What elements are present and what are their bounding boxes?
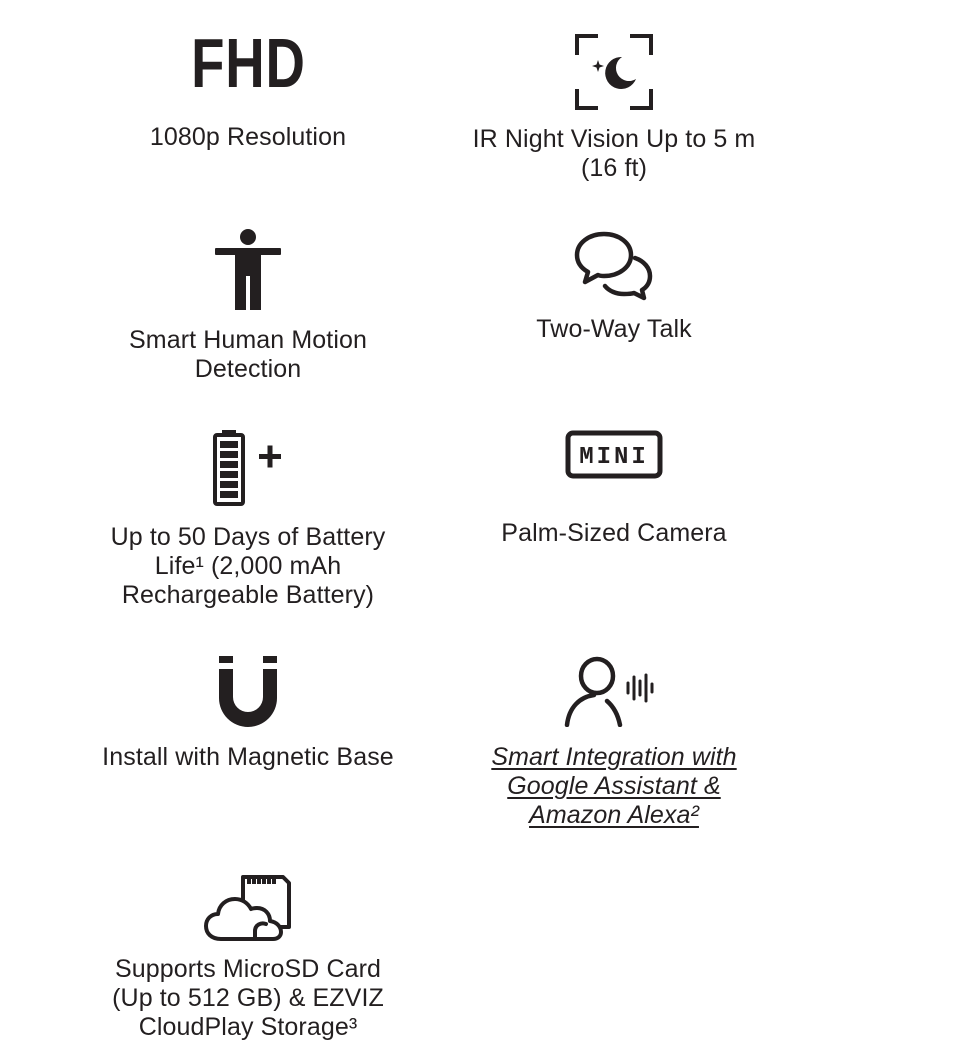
feature-caption-line: Two-Way Talk (536, 315, 692, 343)
feature-caption-line: Detection (194, 355, 302, 383)
mini-icon-label: MINI (579, 444, 649, 471)
mini-icon (424, 430, 804, 480)
feature-caption-line: Smart Integration with (491, 743, 737, 771)
smart-integration-link[interactable] (424, 743, 804, 830)
feature-caption-line: Palm-Sized Camera (501, 519, 727, 547)
feature-caption-line: Google Assistant & (507, 772, 721, 800)
feature-caption-line: Amazon Alexa² (529, 801, 699, 829)
two-way-talk-icon (424, 230, 804, 302)
feature-caption-line: Rechargeable Battery) (121, 581, 375, 609)
voice-assistant-icon (424, 655, 804, 727)
feature-caption-line: (16 ft) (581, 154, 647, 182)
battery-icon (58, 430, 438, 506)
feature-caption-line: Smart Human Motion (129, 326, 367, 354)
feature-caption-line: Up to 50 Days of Battery (110, 523, 386, 551)
feature-caption-line: (Up to 512 GB) & EZVIZ (112, 984, 384, 1012)
feature-caption-line: Supports MicroSD Card (114, 955, 382, 983)
feature-caption-line: CloudPlay Storage³ (138, 1013, 358, 1041)
night-vision-icon (424, 33, 804, 111)
feature-caption-line: IR Night Vision Up to 5 m (472, 125, 756, 153)
cloud-sd-card-icon (58, 875, 438, 943)
feature-caption-line: Life¹ (2,000 mAh (154, 552, 342, 580)
magnet-icon (58, 656, 438, 730)
fhd-icon: FHD (190, 24, 306, 102)
human-motion-icon (58, 229, 438, 311)
feature-caption-line: 1080p Resolution (149, 123, 347, 151)
feature-caption-line: Install with Magnetic Base (102, 743, 394, 771)
